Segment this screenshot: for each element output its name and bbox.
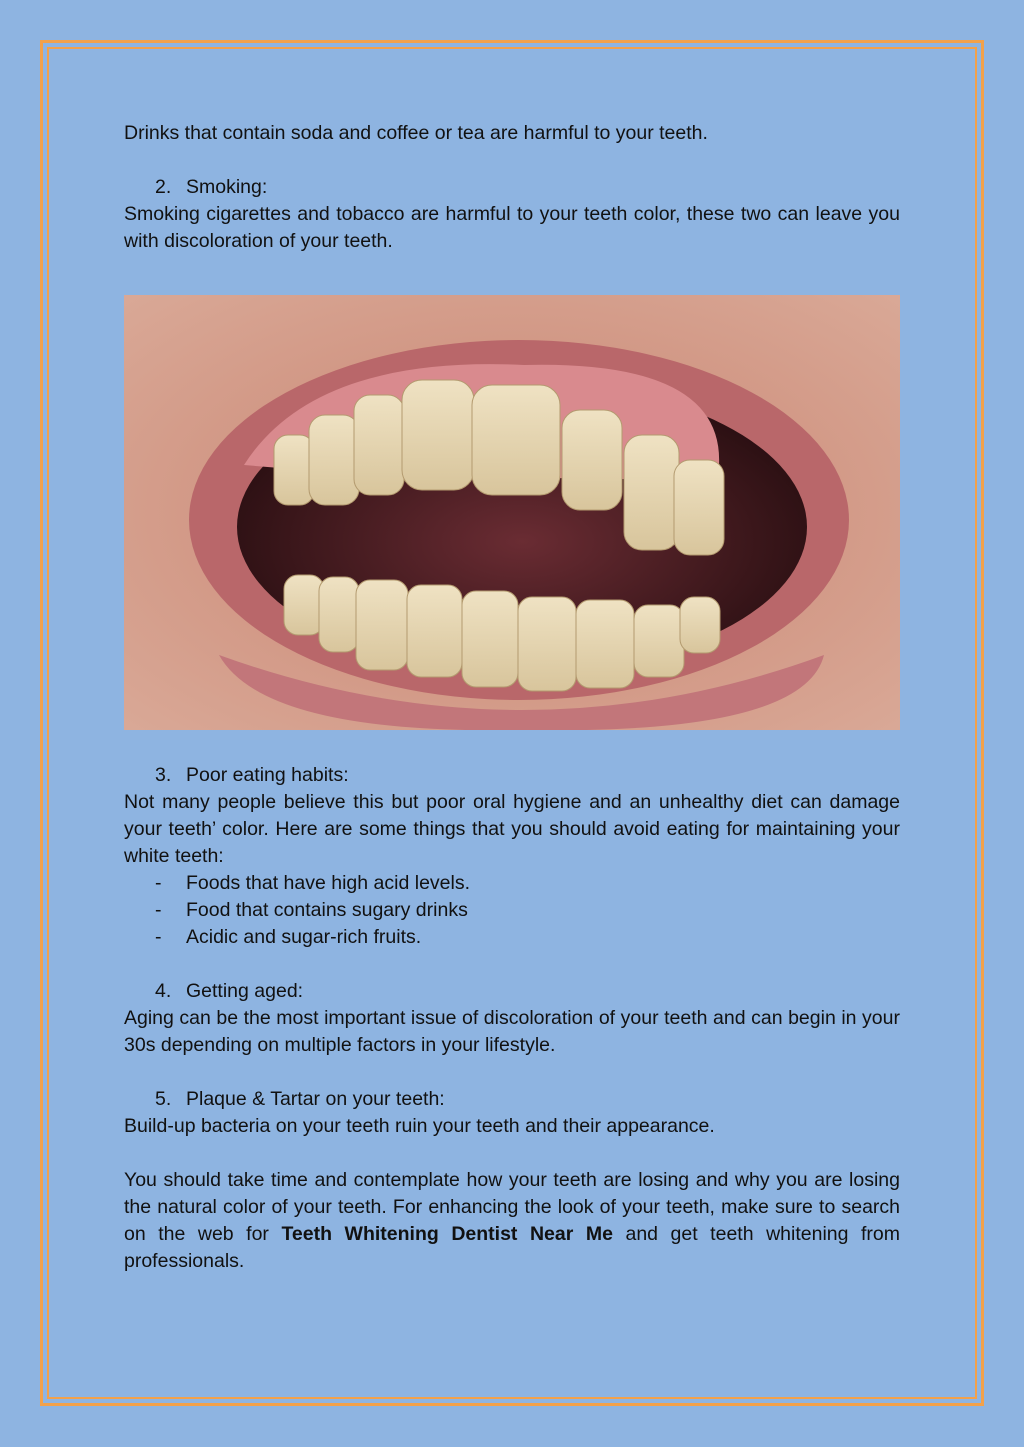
bullet-dash: - <box>155 899 162 921</box>
section-number: 3. <box>155 764 172 786</box>
intro-paragraph: Drinks that contain soda and coffee or tea are harmful to your teeth. <box>124 122 708 144</box>
list-item-text: Acidic and sugar-rich fruits. <box>186 926 422 948</box>
list-item <box>124 924 900 951</box>
section-title: Getting aged: <box>186 980 304 1002</box>
section-number: 5. <box>155 1088 172 1110</box>
section-heading-aging <box>124 978 900 1005</box>
section-number: 2. <box>155 176 172 198</box>
list-item-text: Food that contains sugary drinks <box>186 899 468 921</box>
closing-text: You should take time and contemplate how your teeth are losing and why you are losing the natural color of your teeth. For enhancing the look of your teeth, make sure to search on the web for <box>124 1169 900 1245</box>
list-item-text: Foods that have high acid levels. <box>186 872 471 894</box>
bullet-dash: - <box>155 926 162 948</box>
section-number: 4. <box>155 980 172 1002</box>
closing-paragraph <box>124 1167 900 1275</box>
closing-text-end: and get teeth whitening from professionals. <box>124 1223 901 1272</box>
list-item <box>124 897 900 924</box>
section-title: Smoking: <box>186 176 268 198</box>
section-heading-smoking <box>124 174 900 201</box>
section-body-aging: Aging can be the most important issue of discoloration of your teeth and can begin in your 30s depending on multiple factors in your lifestyle. <box>124 1007 900 1056</box>
document-body <box>124 120 900 1275</box>
section-body-smoking: Smoking cigarettes and tobacco are harmful to your teeth color, these two can leave you with discoloration of your teeth. <box>124 203 900 252</box>
section-title: Plaque & Tartar on your teeth: <box>186 1088 445 1110</box>
section-body-plaque: Build-up bacteria on your teeth ruin your teeth and their appearance. <box>124 1115 715 1137</box>
section-body-eating: Not many people believe this but poor oral hygiene and an unhealthy diet can damage your teeth’ color. Here are some things that you should avoid eating for maintaining your white teeth: <box>124 791 900 867</box>
keyword-link-text: Teeth Whitening Dentist Near Me <box>281 1223 613 1245</box>
list-item <box>124 870 900 897</box>
bullet-dash: - <box>155 872 162 894</box>
section-heading-eating <box>124 762 900 789</box>
section-heading-plaque <box>124 1086 900 1113</box>
section-title: Poor eating habits: <box>186 764 349 786</box>
teeth-photo <box>124 295 900 730</box>
